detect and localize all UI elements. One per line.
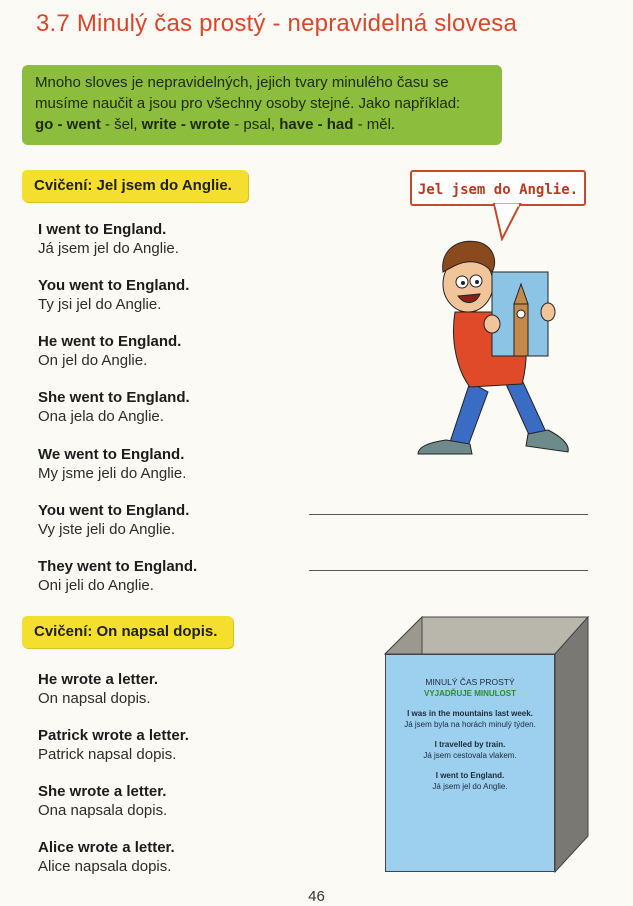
- sentence-en: They went to England.: [38, 558, 198, 575]
- exercise1-heading: Cvičení: Jel jsem do Anglie.: [22, 170, 248, 202]
- sentence-cz: My jsme jeli do Anglie.: [38, 465, 187, 482]
- sentence-en: Alice wrote a letter.: [38, 839, 175, 856]
- cube-example-en: I was in the mountains last week.: [407, 709, 533, 718]
- sentence-en: I went to England.: [38, 221, 167, 238]
- sentence-en: He went to England.: [38, 333, 182, 350]
- intro-box: [22, 65, 502, 145]
- sentence-pair: [38, 332, 181, 370]
- sentence-en: You went to England.: [38, 277, 190, 294]
- page-number: 46: [308, 888, 325, 905]
- answer-line[interactable]: [309, 514, 588, 515]
- grammar-cube: [385, 654, 555, 872]
- sentence-cz: Ona jela do Anglie.: [38, 408, 164, 425]
- sentence-pair: [38, 501, 189, 539]
- sentence-pair: [38, 726, 189, 764]
- sentence-en: We went to England.: [38, 446, 185, 463]
- exercise2-heading: Cvičení: On napsal dopis.: [22, 616, 233, 648]
- speech-bubble: Jel jsem do Anglie.: [410, 170, 586, 206]
- boy-with-picture-illustration: [410, 232, 575, 464]
- sentence-en: Patrick wrote a letter.: [38, 727, 189, 744]
- sentence-pair: [38, 220, 179, 258]
- cube-example-cz: Já jsem cestovala vlakem.: [423, 751, 517, 760]
- cube-heading: MINULÝ ČAS PROSTÝ: [425, 677, 515, 687]
- example-cz: - psal,: [230, 116, 280, 133]
- cube-subheading: VYJADŘUJE MINULOST: [423, 689, 516, 698]
- example-en: go - went: [35, 116, 101, 133]
- sentence-cz: Já jsem jel do Anglie.: [38, 240, 179, 257]
- cube-example-cz: Já jsem jel do Anglie.: [432, 782, 508, 791]
- sentence-en: She wrote a letter.: [38, 783, 167, 800]
- sentence-cz: On jel do Anglie.: [38, 352, 148, 369]
- sentence-pair: [38, 838, 175, 876]
- intro-text: Mnoho sloves je nepravidelných, jejich tvary minulého času se musíme naučit a jsou pro všechny osoby stejné. Jako například:: [35, 74, 461, 112]
- cube-example-cz: Já jsem byla na horách minulý týden.: [404, 720, 536, 729]
- sentence-cz: Ona napsala dopis.: [38, 802, 168, 819]
- sentence-en: He wrote a letter.: [38, 671, 159, 688]
- sentence-pair: [38, 782, 167, 820]
- sentence-pair: [38, 276, 189, 314]
- example-en: write - wrote: [141, 116, 231, 133]
- sentence-cz: Oni jeli do Anglie.: [38, 577, 154, 594]
- example-cz: - měl.: [353, 116, 396, 133]
- cube-example-en: I travelled by train.: [434, 740, 506, 749]
- sentence-pair: [38, 557, 197, 595]
- sentence-cz: Vy jste jeli do Anglie.: [38, 521, 176, 538]
- sentence-en: You went to England.: [38, 502, 190, 519]
- sentence-cz: On napsal dopis.: [38, 690, 151, 707]
- sentence-en: She went to England.: [38, 389, 190, 406]
- sentence-cz: Alice napsala dopis.: [38, 858, 172, 875]
- sentence-cz: Patrick napsal dopis.: [38, 746, 177, 763]
- cube-example-en: I went to England.: [435, 771, 505, 780]
- sentence-pair: [38, 445, 186, 483]
- sentence-cz: Ty jsi jel do Anglie.: [38, 296, 162, 313]
- page-title: 3.7 Minulý čas prostý - nepravidelná slovesa: [36, 10, 518, 37]
- example-en: have - had: [279, 116, 354, 133]
- answer-line[interactable]: [309, 570, 588, 571]
- sentence-pair: [38, 670, 158, 708]
- sentence-pair: [38, 388, 190, 426]
- example-cz: - šel,: [100, 116, 142, 133]
